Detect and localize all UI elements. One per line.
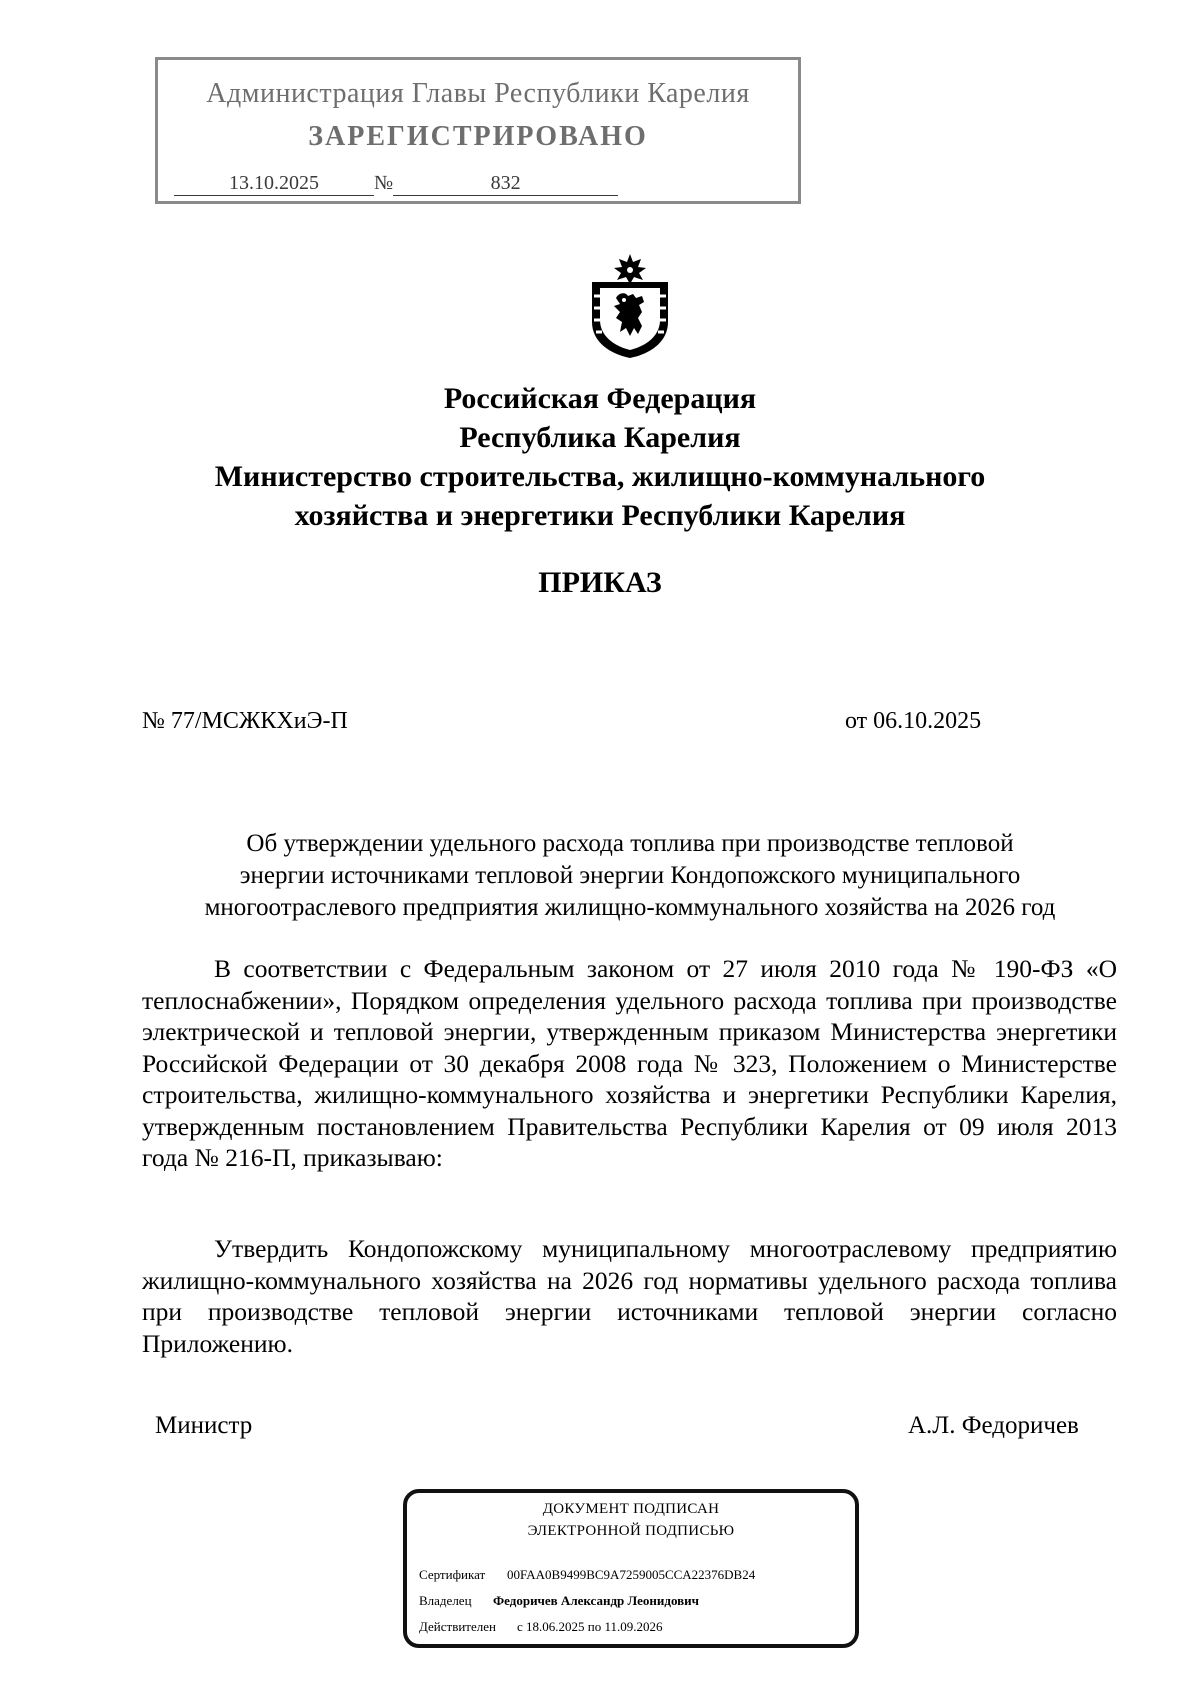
esig-owner: Федоричев Александр Леонидович [493, 1593, 699, 1608]
esig-heading-2: ЭЛЕКТРОННОЙ ПОДПИСЬЮ [527, 1523, 735, 1539]
stamp-authority: Администрация Главы Республики Карелия [206, 78, 750, 109]
signatory-role: Министр [155, 1412, 253, 1439]
header-republic: Республика Карелия [459, 421, 741, 454]
body-paragraph-1 [142, 953, 1117, 1174]
stamp-number: 832 [393, 172, 618, 196]
karelia-coat-of-arms-icon [586, 252, 674, 360]
esig-owner-label: Владелец [419, 1593, 472, 1608]
order-subject [130, 828, 1130, 924]
signatory-name: А.Л. Федоричев [908, 1412, 1079, 1439]
stamp-number-sign: № [374, 172, 394, 194]
esig-heading-1: ДОКУМЕНТ ПОДПИСАН [542, 1501, 720, 1517]
header-ministry-line1: Министерство строительства, жилищно-коммунального [214, 460, 986, 493]
document-type: ПРИКАЗ [538, 566, 662, 599]
stamp-reg-line [174, 172, 618, 196]
stamp-status: ЗАРЕГИСТРИРОВАНО [308, 121, 648, 152]
electronic-signature-stamp [403, 1489, 859, 1648]
subject-line-3: многоотраслевого предприятия жилищно-коммунального хозяйства на 2026 год [204, 894, 1056, 921]
esig-valid-label: Действителен [419, 1619, 496, 1634]
subject-line-1: Об утверждении удельного расхода топлива при производстве тепловой [246, 830, 1014, 857]
body-paragraph-2 [142, 1233, 1117, 1359]
order-date: от 06.10.2025 [845, 708, 982, 734]
subject-line-2: энергии источниками тепловой энергии Кондопожского муниципального [239, 862, 1021, 889]
esig-valid: с 18.06.2025 по 11.09.2026 [517, 1619, 663, 1634]
stamp-date: 13.10.2025 [174, 172, 374, 196]
esig-certificate-label: Сертификат [419, 1567, 486, 1582]
order-number: № 77/МСЖКХиЭ-П [142, 708, 348, 734]
body-paragraph-1-text: В соответствии с Федеральным законом от 27 июля 2010 года № 190-ФЗ «О теплоснабжении», Порядком определения удельного расхода топлива при производстве электрической и тепловой энергии, утвержденным приказом Министерства энергетики Российской Федерации от 30 декабря 2008 года № 323, Положением о Министерстве строительства, жилищно-коммунального хозяйства и энергетики Республики Карелия, утвержденным постановлением Правительства Республики Карелия от 09 июля 2013 года № 216-П, приказываю: [142, 954, 1117, 1172]
header-ministry-line2: хозяйства и энергетики Республики Карелия [294, 499, 906, 532]
header-country: Российская Федерация [443, 382, 757, 415]
registration-stamp [155, 57, 801, 204]
esig-certificate: 00FAA0B9499BC9A7259005CCA22376DB24 [507, 1567, 756, 1582]
body-paragraph-2-text: Утвердить Кондопожскому муниципальному многоотраслевому предприятию жилищно-коммунального хозяйства на 2026 год нормативы удельного расхода топлива при производстве тепловой энергии источниками тепловой энергии согласно Приложению. [142, 1234, 1117, 1358]
